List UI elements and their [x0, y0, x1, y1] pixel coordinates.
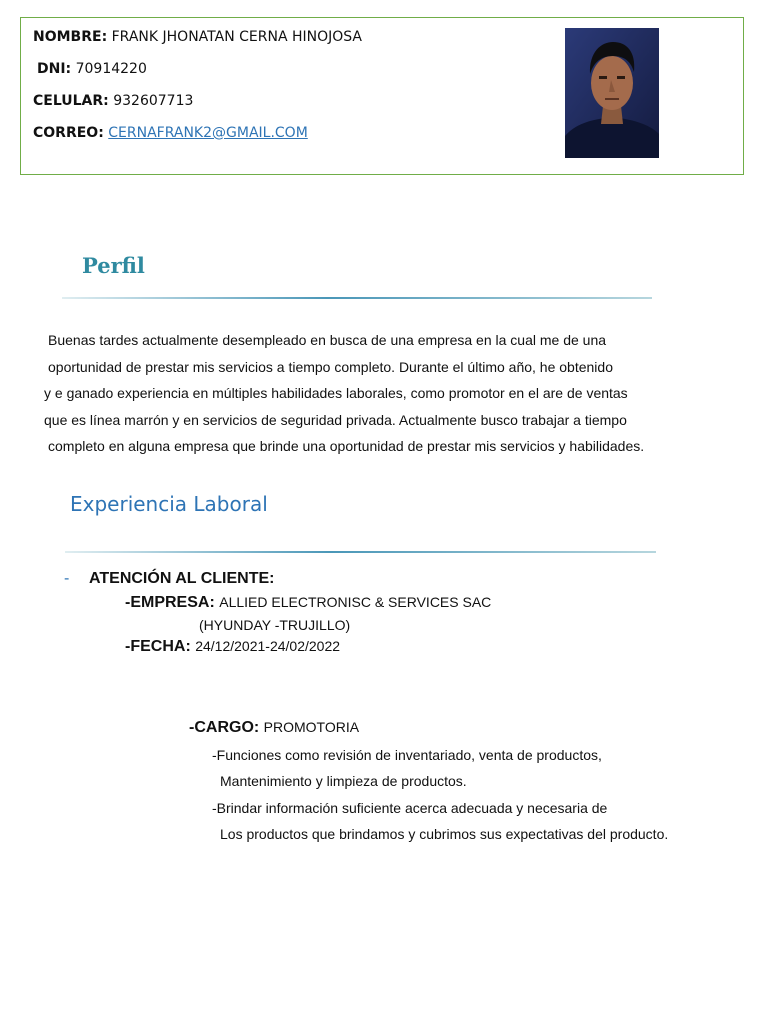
empresa-line: [125, 594, 491, 612]
funcion-line-3: -Brindar información suficiente acerca adecuada y necesaria de: [212, 800, 608, 816]
funcion-line-2: Mantenimiento y limpieza de productos.: [220, 773, 467, 789]
bullet-dash: -: [64, 570, 70, 587]
experiencia-divider: [65, 551, 656, 553]
puesto-title: ATENCIÓN AL CLIENTE:: [89, 570, 275, 587]
experiencia-heading: Experiencia Laboral: [70, 492, 268, 516]
celular-label: CELULAR:: [33, 93, 109, 109]
perfil-line-1: Buenas tardes actualmente desempleado en busca de una empresa en la cual me de una: [48, 332, 607, 348]
correo-label: CORREO:: [33, 125, 104, 141]
perfil-heading: Perfil: [82, 253, 145, 278]
email-link[interactable]: CERNAFRANK2@GMAIL.COM: [108, 125, 308, 141]
empresa-label: -EMPRESA:: [125, 594, 215, 611]
profile-photo: [565, 28, 659, 158]
funcion-line-4: Los productos que brindamos y cubrimos sus expectativas del producto.: [220, 826, 669, 842]
correo-line: [33, 125, 308, 141]
nombre-line: [33, 29, 362, 45]
perfil-divider: [62, 297, 652, 299]
perfil-line-2: oportunidad de prestar mis servicios a tiempo completo. Durante el último año, he obtenido: [48, 359, 613, 375]
empresa-sub: (HYUNDAY -TRUJILLO): [199, 617, 351, 633]
nombre-label: NOMBRE:: [33, 29, 108, 45]
empresa-value: ALLIED ELECTRONISC & SERVICES SAC: [219, 594, 492, 610]
dni-value: 70914220: [75, 61, 147, 77]
fecha-line: [125, 638, 340, 656]
fecha-label: -FECHA:: [125, 638, 191, 655]
dni-line: [37, 61, 147, 77]
perfil-line-4: que es línea marrón y en servicios de seguridad privada. Actualmente busco trabajar a tiempo: [44, 412, 627, 428]
dni-label: DNI:: [37, 61, 72, 77]
cargo-value: PROMOTORIA: [263, 719, 360, 735]
funcion-line-1: -Funciones como revisión de inventariado, venta de productos,: [212, 747, 602, 763]
celular-value: 932607713: [113, 93, 194, 109]
perfil-line-3: y e ganado experiencia en múltiples habilidades laborales, como promotor en el are de ventas: [44, 385, 628, 401]
fecha-value: 24/12/2021-24/02/2022: [195, 638, 341, 654]
cargo-label: -CARGO:: [189, 719, 260, 736]
perfil-line-5: completo en alguna empresa que brinde una oportunidad de prestar mis servicios y habilidades.: [48, 438, 645, 454]
celular-line: [33, 93, 193, 109]
cargo-line: [189, 719, 359, 737]
portrait-image: [565, 28, 659, 158]
nombre-value: FRANK JHONATAN CERNA HINOJOSA: [111, 29, 362, 45]
